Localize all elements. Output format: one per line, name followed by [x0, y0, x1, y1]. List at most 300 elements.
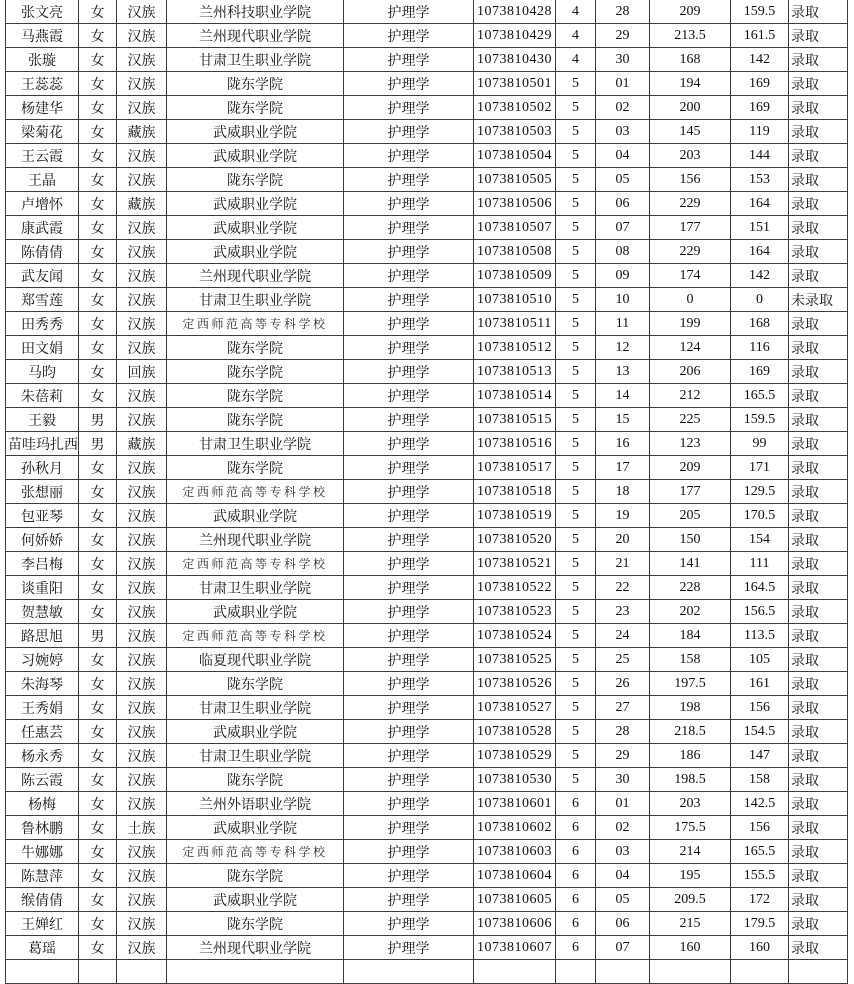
cell-score-2: 179.5 [731, 912, 789, 936]
cell-admission-status: 录取 [789, 744, 848, 768]
cell-name: 王毅 [6, 408, 79, 432]
cell-seq-no: 14 [596, 384, 650, 408]
cell-candidate-id: 1073810512 [474, 336, 556, 360]
cell-score-1: 184 [650, 624, 731, 648]
cell-ethnicity: 回族 [117, 360, 167, 384]
table-row [6, 168, 848, 192]
table-row [6, 504, 848, 528]
cell-ethnicity: 汉族 [117, 384, 167, 408]
cell-score-2: 111 [731, 552, 789, 576]
cell-group-no: 6 [556, 816, 596, 840]
cell-gender: 女 [79, 720, 117, 744]
cell-score-1: 203 [650, 144, 731, 168]
cell-gender: 女 [79, 72, 117, 96]
cell-gender: 女 [79, 96, 117, 120]
cell-score-2: 151 [731, 216, 789, 240]
cell-admission-status: 录取 [789, 528, 848, 552]
table-row [6, 120, 848, 144]
cell-score-1: 206 [650, 360, 731, 384]
cell-score-1: 199 [650, 312, 731, 336]
cell-group-no: 5 [556, 264, 596, 288]
cell-name: 陈倩倩 [6, 240, 79, 264]
cell-name: 王秀娟 [6, 696, 79, 720]
table-row [6, 96, 848, 120]
cell-name: 朱蓓莉 [6, 384, 79, 408]
cell-score-1: 0 [650, 288, 731, 312]
cell-gender: 男 [79, 624, 117, 648]
cell-school: 陇东学院 [167, 336, 344, 360]
cell-major: 护理学 [344, 408, 474, 432]
cell-score-2: 99 [731, 432, 789, 456]
cell-school: 定西师范高等专科学校 [167, 480, 344, 504]
cell-school: 甘肃卫生职业学院 [167, 744, 344, 768]
cell-gender: 女 [79, 264, 117, 288]
cell-name [6, 960, 79, 984]
cell-admission-status: 录取 [789, 936, 848, 960]
cell-name: 王云霞 [6, 144, 79, 168]
cell-score-2: 158 [731, 768, 789, 792]
cell-candidate-id: 1073810510 [474, 288, 556, 312]
cell-ethnicity: 汉族 [117, 552, 167, 576]
cell-score-1: 150 [650, 528, 731, 552]
cell-score-2: 142 [731, 48, 789, 72]
cell-ethnicity: 汉族 [117, 48, 167, 72]
cell-score-2: 156 [731, 696, 789, 720]
table-row [6, 360, 848, 384]
cell-seq-no: 03 [596, 840, 650, 864]
cell-ethnicity: 汉族 [117, 696, 167, 720]
cell-gender: 女 [79, 936, 117, 960]
cell-school: 临夏现代职业学院 [167, 648, 344, 672]
cell-major: 护理学 [344, 720, 474, 744]
cell-group-no [556, 960, 596, 984]
cell-major: 护理学 [344, 648, 474, 672]
cell-seq-no: 06 [596, 912, 650, 936]
table-row [6, 528, 848, 552]
cell-school: 甘肃卫生职业学院 [167, 288, 344, 312]
cell-admission-status: 录取 [789, 600, 848, 624]
cell-score-1: 198 [650, 696, 731, 720]
cell-gender: 女 [79, 24, 117, 48]
cell-major: 护理学 [344, 768, 474, 792]
cell-admission-status: 录取 [789, 792, 848, 816]
cell-admission-status: 录取 [789, 48, 848, 72]
cell-ethnicity: 汉族 [117, 336, 167, 360]
cell-major: 护理学 [344, 504, 474, 528]
cell-seq-no: 18 [596, 480, 650, 504]
cell-ethnicity: 藏族 [117, 432, 167, 456]
cell-gender: 女 [79, 576, 117, 600]
cell-name: 杨建华 [6, 96, 79, 120]
cell-group-no: 5 [556, 648, 596, 672]
cell-name: 谈重阳 [6, 576, 79, 600]
cell-ethnicity: 土族 [117, 816, 167, 840]
table-row [6, 24, 848, 48]
cell-candidate-id: 1073810428 [474, 0, 556, 24]
cell-score-1: 209.5 [650, 888, 731, 912]
cell-score-2: 159.5 [731, 408, 789, 432]
cell-score-2: 161 [731, 672, 789, 696]
cell-major: 护理学 [344, 864, 474, 888]
cell-group-no: 5 [556, 144, 596, 168]
table-row [6, 408, 848, 432]
cell-score-1: 228 [650, 576, 731, 600]
cell-group-no: 5 [556, 672, 596, 696]
cell-gender: 女 [79, 768, 117, 792]
cell-name: 陈云霞 [6, 768, 79, 792]
cell-admission-status: 录取 [789, 720, 848, 744]
table-row [6, 480, 848, 504]
cell-school: 甘肃卫生职业学院 [167, 48, 344, 72]
cell-name: 王晶 [6, 168, 79, 192]
cell-group-no: 5 [556, 432, 596, 456]
cell-seq-no: 25 [596, 648, 650, 672]
cell-ethnicity: 汉族 [117, 648, 167, 672]
cell-admission-status: 录取 [789, 360, 848, 384]
cell-candidate-id: 1073810529 [474, 744, 556, 768]
cell-admission-status: 录取 [789, 768, 848, 792]
table-row [6, 696, 848, 720]
cell-gender: 女 [79, 192, 117, 216]
cell-ethnicity: 汉族 [117, 672, 167, 696]
admission-list-table [5, 0, 848, 984]
table-row [6, 336, 848, 360]
cell-score-1: 225 [650, 408, 731, 432]
cell-major: 护理学 [344, 240, 474, 264]
cell-group-no: 4 [556, 24, 596, 48]
cell-school: 武威职业学院 [167, 216, 344, 240]
cell-seq-no: 21 [596, 552, 650, 576]
cell-school: 兰州现代职业学院 [167, 936, 344, 960]
cell-score-1: 197.5 [650, 672, 731, 696]
cell-score-1 [650, 960, 731, 984]
cell-admission-status: 录取 [789, 192, 848, 216]
cell-name: 卢增怀 [6, 192, 79, 216]
cell-ethnicity: 汉族 [117, 24, 167, 48]
table-row [6, 432, 848, 456]
cell-candidate-id: 1073810524 [474, 624, 556, 648]
cell-name: 任惠芸 [6, 720, 79, 744]
table-row [6, 648, 848, 672]
cell-admission-status: 录取 [789, 144, 848, 168]
cell-score-1: 174 [650, 264, 731, 288]
cell-ethnicity: 汉族 [117, 456, 167, 480]
table-row [6, 912, 848, 936]
cell-ethnicity [117, 960, 167, 984]
cell-school: 定西师范高等专科学校 [167, 312, 344, 336]
cell-candidate-id: 1073810525 [474, 648, 556, 672]
cell-seq-no: 24 [596, 624, 650, 648]
cell-admission-status: 录取 [789, 168, 848, 192]
cell-admission-status: 录取 [789, 96, 848, 120]
cell-school: 武威职业学院 [167, 192, 344, 216]
cell-major: 护理学 [344, 840, 474, 864]
cell-group-no: 5 [556, 216, 596, 240]
cell-school: 兰州现代职业学院 [167, 24, 344, 48]
cell-seq-no: 20 [596, 528, 650, 552]
cell-school: 定西师范高等专科学校 [167, 624, 344, 648]
cell-score-1: 209 [650, 456, 731, 480]
cell-school [167, 960, 344, 984]
cell-school: 陇东学院 [167, 168, 344, 192]
cell-score-2: 147 [731, 744, 789, 768]
cell-score-1: 205 [650, 504, 731, 528]
cell-admission-status: 录取 [789, 264, 848, 288]
cell-seq-no: 02 [596, 96, 650, 120]
cell-group-no: 5 [556, 552, 596, 576]
cell-seq-no: 29 [596, 24, 650, 48]
cell-score-1: 209 [650, 0, 731, 24]
cell-school: 定西师范高等专科学校 [167, 552, 344, 576]
cell-ethnicity: 汉族 [117, 144, 167, 168]
cell-group-no: 5 [556, 168, 596, 192]
cell-group-no: 5 [556, 696, 596, 720]
cell-score-2: 171 [731, 456, 789, 480]
cell-ethnicity: 汉族 [117, 168, 167, 192]
cell-admission-status: 未录取 [789, 288, 848, 312]
cell-candidate-id: 1073810519 [474, 504, 556, 528]
cell-group-no: 5 [556, 576, 596, 600]
cell-ethnicity: 汉族 [117, 840, 167, 864]
cell-admission-status: 录取 [789, 912, 848, 936]
cell-score-1: 156 [650, 168, 731, 192]
cell-gender: 女 [79, 504, 117, 528]
cell-name: 杨永秀 [6, 744, 79, 768]
table-row [6, 456, 848, 480]
cell-score-2: 170.5 [731, 504, 789, 528]
table-row [6, 384, 848, 408]
cell-name: 马燕霞 [6, 24, 79, 48]
cell-score-2: 160 [731, 936, 789, 960]
cell-ethnicity: 汉族 [117, 480, 167, 504]
cell-score-1: 229 [650, 240, 731, 264]
cell-score-2: 159.5 [731, 0, 789, 24]
cell-score-2: 142 [731, 264, 789, 288]
cell-candidate-id: 1073810509 [474, 264, 556, 288]
cell-group-no: 5 [556, 288, 596, 312]
cell-gender: 女 [79, 864, 117, 888]
cell-candidate-id: 1073810521 [474, 552, 556, 576]
cell-school: 武威职业学院 [167, 816, 344, 840]
cell-admission-status: 录取 [789, 888, 848, 912]
cell-score-1: 229 [650, 192, 731, 216]
cell-score-2 [731, 960, 789, 984]
cell-score-2: 119 [731, 120, 789, 144]
cell-group-no: 6 [556, 912, 596, 936]
cell-school: 武威职业学院 [167, 120, 344, 144]
cell-name: 李吕梅 [6, 552, 79, 576]
cell-score-2: 155.5 [731, 864, 789, 888]
cell-ethnicity: 汉族 [117, 624, 167, 648]
cell-group-no: 5 [556, 96, 596, 120]
cell-admission-status: 录取 [789, 120, 848, 144]
cell-score-1: 124 [650, 336, 731, 360]
cell-gender: 女 [79, 384, 117, 408]
cell-ethnicity: 汉族 [117, 240, 167, 264]
cell-score-1: 123 [650, 432, 731, 456]
table-row [6, 888, 848, 912]
cell-score-2: 164 [731, 192, 789, 216]
cell-group-no: 5 [556, 624, 596, 648]
table-row [6, 744, 848, 768]
cell-score-1: 160 [650, 936, 731, 960]
table-row [6, 312, 848, 336]
cell-score-2: 154 [731, 528, 789, 552]
cell-admission-status: 录取 [789, 840, 848, 864]
cell-seq-no: 27 [596, 696, 650, 720]
cell-name: 梁菊花 [6, 120, 79, 144]
cell-ethnicity: 汉族 [117, 936, 167, 960]
cell-candidate-id: 1073810523 [474, 600, 556, 624]
cell-school: 甘肃卫生职业学院 [167, 432, 344, 456]
cell-name: 习婉婷 [6, 648, 79, 672]
cell-score-2: 129.5 [731, 480, 789, 504]
table-row [6, 144, 848, 168]
cell-gender: 女 [79, 744, 117, 768]
cell-seq-no: 12 [596, 336, 650, 360]
cell-gender: 女 [79, 240, 117, 264]
cell-score-2: 165.5 [731, 384, 789, 408]
cell-candidate-id: 1073810606 [474, 912, 556, 936]
cell-school: 武威职业学院 [167, 240, 344, 264]
cell-admission-status: 录取 [789, 624, 848, 648]
cell-school: 甘肃卫生职业学院 [167, 576, 344, 600]
cell-score-2: 113.5 [731, 624, 789, 648]
cell-major: 护理学 [344, 888, 474, 912]
cell-candidate-id: 1073810527 [474, 696, 556, 720]
cell-gender: 女 [79, 216, 117, 240]
cell-candidate-id: 1073810518 [474, 480, 556, 504]
cell-group-no: 5 [556, 384, 596, 408]
cell-name: 武友闻 [6, 264, 79, 288]
cell-ethnicity: 汉族 [117, 264, 167, 288]
table-row [6, 600, 848, 624]
cell-score-1: 218.5 [650, 720, 731, 744]
table-row [6, 264, 848, 288]
cell-seq-no: 28 [596, 0, 650, 24]
cell-group-no: 5 [556, 456, 596, 480]
cell-major: 护理学 [344, 288, 474, 312]
cell-school: 陇东学院 [167, 456, 344, 480]
cell-gender: 女 [79, 816, 117, 840]
cell-admission-status: 录取 [789, 504, 848, 528]
cell-admission-status: 录取 [789, 816, 848, 840]
cell-admission-status: 录取 [789, 408, 848, 432]
cell-admission-status: 录取 [789, 864, 848, 888]
cell-group-no: 5 [556, 768, 596, 792]
cell-group-no: 5 [556, 744, 596, 768]
table-row [6, 816, 848, 840]
cell-score-1: 175.5 [650, 816, 731, 840]
table-row [6, 672, 848, 696]
cell-candidate-id: 1073810501 [474, 72, 556, 96]
cell-score-1: 194 [650, 72, 731, 96]
cell-admission-status: 录取 [789, 432, 848, 456]
admission-table-body [6, 0, 848, 984]
cell-ethnicity: 汉族 [117, 864, 167, 888]
cell-candidate-id: 1073810520 [474, 528, 556, 552]
cell-school: 陇东学院 [167, 672, 344, 696]
cell-seq-no: 01 [596, 72, 650, 96]
cell-seq-no: 13 [596, 360, 650, 384]
cell-school: 陇东学院 [167, 96, 344, 120]
cell-school: 陇东学院 [167, 912, 344, 936]
cell-seq-no: 09 [596, 264, 650, 288]
cell-admission-status: 录取 [789, 24, 848, 48]
cell-candidate-id: 1073810430 [474, 48, 556, 72]
cell-candidate-id: 1073810514 [474, 384, 556, 408]
cell-group-no: 5 [556, 240, 596, 264]
cell-group-no: 6 [556, 840, 596, 864]
cell-name: 康武霞 [6, 216, 79, 240]
table-row [6, 624, 848, 648]
cell-major: 护理学 [344, 816, 474, 840]
cell-score-2: 116 [731, 336, 789, 360]
cell-score-1: 195 [650, 864, 731, 888]
cell-admission-status: 录取 [789, 384, 848, 408]
cell-gender: 女 [79, 288, 117, 312]
table-row [6, 288, 848, 312]
cell-major: 护理学 [344, 96, 474, 120]
cell-ethnicity: 藏族 [117, 120, 167, 144]
cell-admission-status: 录取 [789, 216, 848, 240]
cell-seq-no: 17 [596, 456, 650, 480]
cell-candidate-id: 1073810601 [474, 792, 556, 816]
cell-score-1: 145 [650, 120, 731, 144]
cell-ethnicity: 汉族 [117, 720, 167, 744]
cell-major: 护理学 [344, 72, 474, 96]
cell-group-no: 5 [556, 408, 596, 432]
cell-score-1: 168 [650, 48, 731, 72]
cell-major: 护理学 [344, 312, 474, 336]
cell-ethnicity: 汉族 [117, 792, 167, 816]
cell-major: 护理学 [344, 120, 474, 144]
cell-school: 武威职业学院 [167, 144, 344, 168]
cell-seq-no: 05 [596, 888, 650, 912]
cell-score-2: 164 [731, 240, 789, 264]
cell-group-no: 5 [556, 720, 596, 744]
cell-gender: 女 [79, 456, 117, 480]
cell-score-1: 177 [650, 480, 731, 504]
cell-group-no: 6 [556, 888, 596, 912]
cell-ethnicity: 汉族 [117, 600, 167, 624]
cell-score-2: 105 [731, 648, 789, 672]
cell-group-no: 5 [556, 528, 596, 552]
cell-candidate-id: 1073810515 [474, 408, 556, 432]
cell-admission-status: 录取 [789, 312, 848, 336]
table-row [6, 936, 848, 960]
cell-major [344, 960, 474, 984]
cell-ethnicity: 汉族 [117, 768, 167, 792]
cell-gender: 女 [79, 48, 117, 72]
cell-major: 护理学 [344, 456, 474, 480]
cell-score-1: 202 [650, 600, 731, 624]
cell-ethnicity: 汉族 [117, 912, 167, 936]
cell-seq-no: 10 [596, 288, 650, 312]
cell-seq-no: 01 [596, 792, 650, 816]
cell-score-2: 153 [731, 168, 789, 192]
cell-group-no: 4 [556, 0, 596, 24]
cell-school: 定西师范高等专科学校 [167, 840, 344, 864]
cell-major: 护理学 [344, 552, 474, 576]
cell-candidate-id: 1073810502 [474, 96, 556, 120]
cell-candidate-id: 1073810604 [474, 864, 556, 888]
cell-name: 张想丽 [6, 480, 79, 504]
cell-candidate-id: 1073810503 [474, 120, 556, 144]
table-row [6, 552, 848, 576]
cell-major: 护理学 [344, 360, 474, 384]
cell-candidate-id [474, 960, 556, 984]
